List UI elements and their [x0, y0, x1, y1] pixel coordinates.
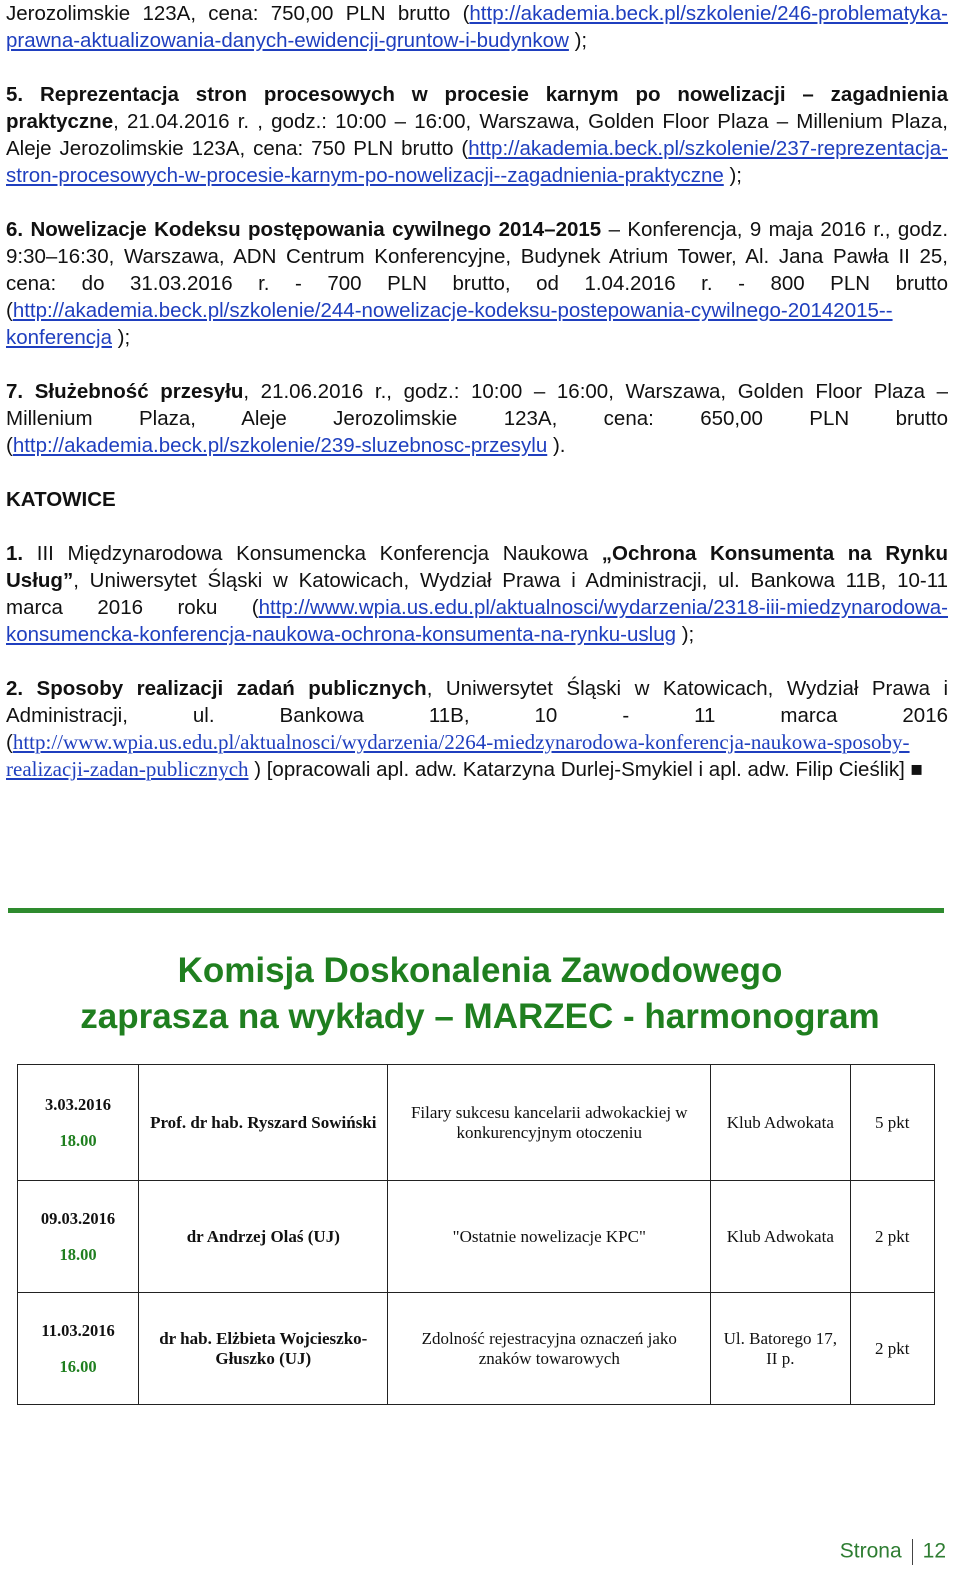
commission-title-line1: Komisja Doskonalenia Zawodowego [177, 951, 783, 990]
page-number: 12 [922, 1539, 946, 1563]
table-row [18, 1065, 935, 1181]
katowice-event-1 [6, 540, 948, 648]
intro-end: ); [568, 29, 588, 52]
katowice-event-2-end: ) [opracowali apl. adw. Katarzyna Durlej-Smykiel i apl. adw. Filip Cieślik] [248, 758, 911, 781]
event-6-title: 6. Nowelizacje Kodeksu postępowania cywilnego 2014–2015 [6, 218, 602, 241]
table-row [18, 1293, 935, 1405]
lecturer-cell: dr hab. Elżbieta Wojcieszko-Głuszko (UJ) [139, 1293, 388, 1405]
footer-label: Strona [839, 1539, 902, 1563]
event-6-details: – Konferencja, 9 maja 2016 r., godz. 9:30–16:30, Warszawa, ADN Centrum Konferencyjne, Budynek Atrium Tower, Al. Jana Pawła II 25, cena: do 31.03.2016 r. - 700 PLN brutto, od 1.04.2016 r. - 800 PLN brutto ( [6, 218, 949, 322]
link-237[interactable]: http://akademia.beck.pl/szkolenie/237-reprezentacja-stron-procesowych-w-procesie-karnym-po-nowelizacji--zagadnienia-praktyczne [6, 137, 948, 187]
green-divider [8, 908, 944, 913]
event-6 [6, 216, 948, 351]
intro-text: Jerozolimskie 123A, cena: 750,00 PLN brutto ( [6, 2, 470, 25]
katowice-event-2 [6, 675, 948, 783]
commission-title-line2: zaprasza na wykłady – MARZEC - harmonogram [80, 997, 880, 1036]
event-7-end: ). [547, 434, 566, 457]
points-cell: 2 pkt [850, 1181, 935, 1293]
event-7 [6, 378, 948, 459]
topic-cell: "Ostatnie nowelizacje KPC" [388, 1181, 711, 1293]
link-2264[interactable]: http://www.wpia.us.edu.pl/aktualnosci/wydarzenia/2264-miedzynarodowa-konferencja-naukowa-sposoby-realizacji-zadan-publicznych [6, 730, 910, 781]
lecture-time: 18.00 [59, 1130, 97, 1150]
points-cell: 2 pkt [850, 1293, 935, 1405]
end-of-article-mark: ■ [910, 758, 923, 781]
katowice-event-1-title: „Ochrona Konsumenta na Rynku Usług” [6, 542, 948, 592]
lecture-date: 3.03.2016 [45, 1094, 112, 1114]
lecture-schedule-table [17, 1064, 935, 1405]
lecture-date: 11.03.2016 [41, 1320, 115, 1340]
topic-cell: Zdolność rejestracyjna oznaczeń jako znaków towarowych [388, 1293, 711, 1405]
link-239[interactable]: http://akademia.beck.pl/szkolenie/239-sluzebnosc-przesylu [12, 434, 548, 457]
katowice-event-1-end: ); [676, 623, 695, 646]
date-cell [18, 1065, 139, 1181]
place-cell: Ul. Batorego 17, II p. [711, 1293, 850, 1405]
place-cell: Klub Adwokata [711, 1065, 850, 1181]
page-footer [840, 1539, 946, 1565]
katowice-event-2-details: , Uniwersytet Śląski w Katowicach, Wydział Prawa i Administracji, ul. Bankowa 11B, 10 - 11 marca 2016 ( [6, 677, 948, 754]
lecturer-cell: Prof. dr hab. Ryszard Sowiński [139, 1065, 388, 1181]
event-5 [6, 81, 948, 189]
event-6-end: ); [111, 326, 131, 349]
link-246[interactable]: http://akademia.beck.pl/szkolenie/246-problematyka-prawna-aktualizowania-danych-ewidencji-gruntow-i-budynkow [6, 2, 948, 52]
katowice-event-2-title: 2. Sposoby realizacji zadań publicznych [6, 677, 427, 700]
date-cell [18, 1293, 139, 1405]
intro-paragraph [6, 0, 948, 54]
katowice-event-1-number: 1. [6, 542, 24, 565]
lecturer-cell: dr Andrzej Olaś (UJ) [139, 1181, 388, 1293]
footer-separator [912, 1539, 913, 1565]
lecture-time: 16.00 [59, 1356, 97, 1376]
event-5-title: 5. Reprezentacja stron procesowych w procesie karnym po nowelizacji – zagadnienia praktyczne [6, 83, 948, 133]
section-heading-katowice: KATOWICE [6, 488, 116, 511]
place-cell: Klub Adwokata [711, 1181, 850, 1293]
event-7-details: , 21.06.2016 r., godz.: 10:00 – 16:00, Warszawa, Golden Floor Plaza – Millenium Plaza, Aleje Jerozolimskie 123A, cena: 650,00 PLN brutto ( [6, 380, 949, 457]
events-list [6, 0, 948, 783]
lecture-date: 09.03.2016 [40, 1208, 116, 1228]
event-7-title: 7. Służebność przesyłu [6, 380, 244, 403]
link-244[interactable]: http://akademia.beck.pl/szkolenie/244-nowelizacje-kodeksu-postepowania-cywilnego-20142015--konferencja [6, 299, 893, 349]
points-cell: 5 pkt [850, 1065, 935, 1181]
table-row [18, 1181, 935, 1293]
date-cell [18, 1181, 139, 1293]
link-2318[interactable]: http://www.wpia.us.edu.pl/aktualnosci/wydarzenia/2318-iii-miedzynarodowa-konsumencka-konferencja-naukowa-ochrona-konsumenta-na-rynku-uslug [6, 596, 948, 646]
katowice-event-1-pre: III Międzynarodowa Konsumencka Konferencja Naukowa [23, 542, 602, 565]
event-5-details: , 21.04.2016 r. , godz.: 10:00 – 16:00, Warszawa, Golden Floor Plaza – Millenium Plaza, Aleje Jerozolimskie 123A, cena: 750 PLN brutto ( [6, 110, 948, 160]
event-5-end: ); [723, 164, 742, 187]
katowice-event-1-details: , Uniwersytet Śląski w Katowicach, Wydział Prawa i Administracji, ul. Bankowa 11B, 10-11 marca 2016 roku ( [6, 569, 948, 619]
lecture-time: 18.00 [59, 1244, 97, 1264]
topic-cell: Filary sukcesu kancelarii adwokackiej w konkurencyjnym otoczeniu [388, 1065, 711, 1181]
